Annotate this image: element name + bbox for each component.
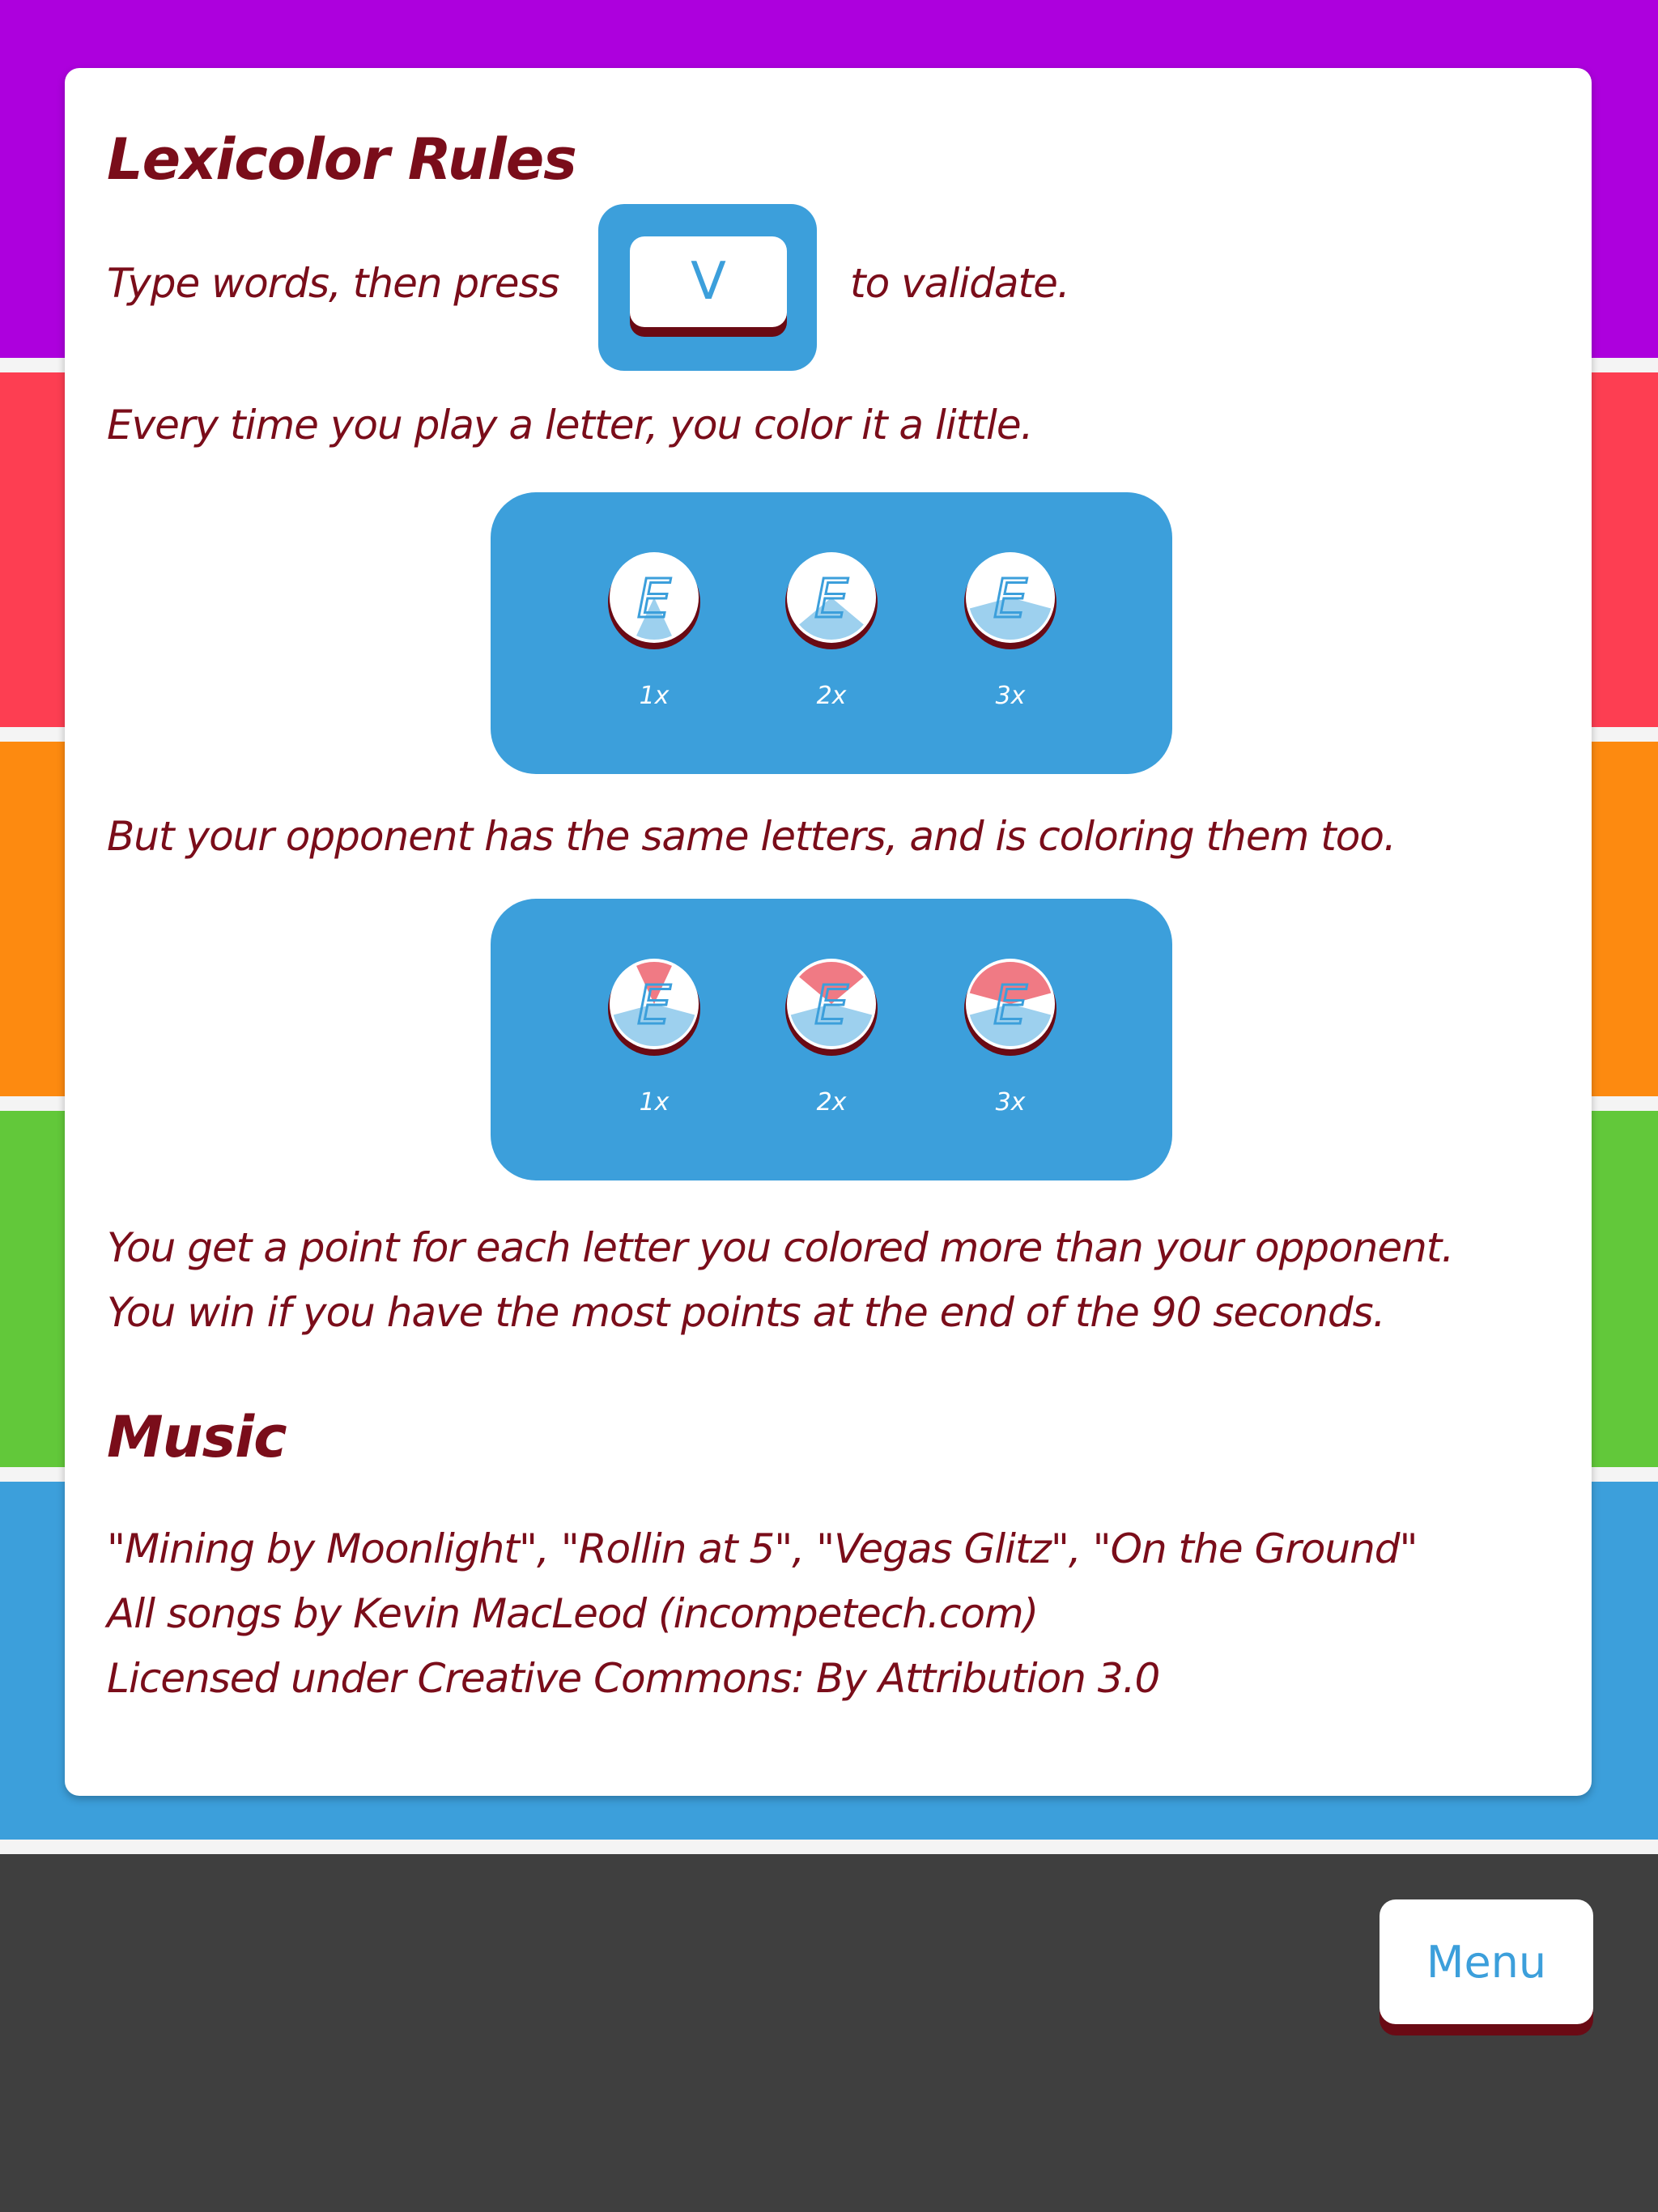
tile-letter: E	[637, 974, 671, 1036]
tile-letter: E	[637, 568, 671, 630]
tile-caption: 2x	[816, 1088, 847, 1117]
win-rule: You win if you have the most points at the end of the 90 seconds.	[107, 1289, 1385, 1336]
type-instruction-prefix: Type words, then press	[107, 260, 559, 307]
validate-key: V	[630, 236, 787, 327]
music-title: Music	[107, 1404, 287, 1470]
tile-letter: E	[814, 974, 848, 1036]
music-license: Licensed under Creative Commons: By Attribution 3.0	[107, 1655, 1160, 1702]
letter-tile-graphic	[963, 542, 1057, 653]
letter-tile-graphic	[784, 542, 878, 653]
stripe-divider	[0, 1840, 1658, 1854]
points-rule: You get a point for each letter you colored more than your opponent.	[107, 1224, 1454, 1271]
tile-letter: E	[814, 568, 848, 630]
letter-tile-graphic	[607, 949, 701, 1059]
letter-tile-graphic	[784, 949, 878, 1059]
tile-letter: E	[993, 974, 1027, 1036]
letter-tile	[784, 542, 878, 653]
tile-caption: 1x	[639, 682, 670, 710]
letter-tile	[607, 949, 701, 1059]
letter-tile-graphic	[607, 542, 701, 653]
letter-tile	[963, 542, 1057, 653]
letter-tile	[607, 542, 701, 653]
color-instruction: Every time you play a letter, you color it a little.	[107, 402, 1033, 449]
menu-button[interactable]: Menu	[1380, 1899, 1593, 2024]
letter-tile	[784, 949, 878, 1059]
letter-tile	[963, 949, 1057, 1059]
letter-tile-graphic	[963, 949, 1057, 1059]
music-author: All songs by Kevin MacLeod (incompetech.com)	[107, 1590, 1039, 1637]
music-songs: "Mining by Moonlight", "Rollin at 5", "Vegas Glitz", "On the Ground"	[107, 1525, 1418, 1572]
tile-caption: 2x	[816, 682, 847, 710]
rules-title: Lexicolor Rules	[107, 126, 576, 193]
tile-caption: 3x	[995, 1088, 1026, 1117]
tile-letter: E	[993, 568, 1027, 630]
type-instruction-suffix: to validate.	[850, 260, 1069, 307]
tile-caption: 1x	[639, 1088, 670, 1117]
opponent-instruction: But your opponent has the same letters, and is coloring them too.	[107, 813, 1396, 860]
tile-caption: 3x	[995, 682, 1026, 710]
